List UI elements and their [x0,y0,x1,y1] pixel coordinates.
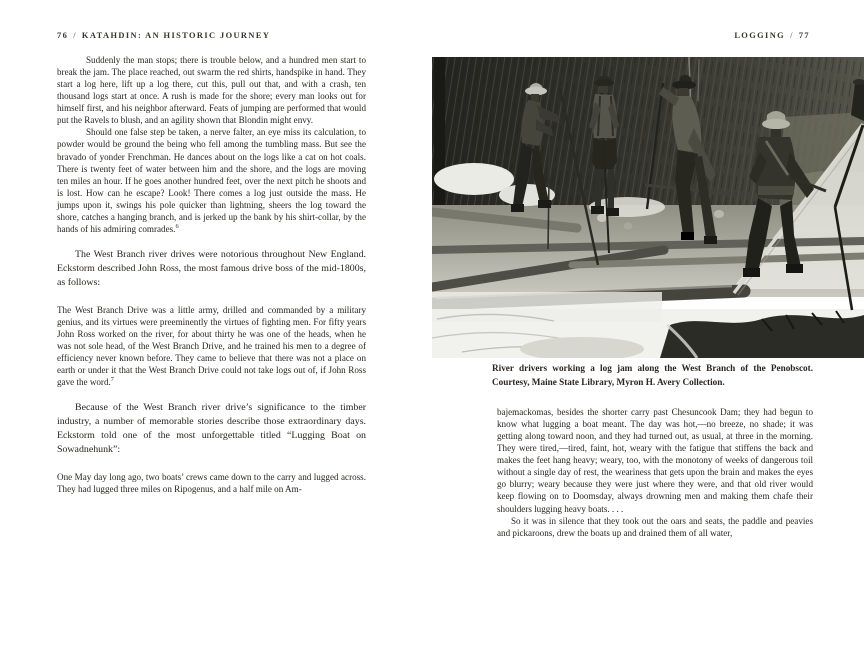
quote-1-text: Suddenly the man stops; there is trouble below, and a hundred men start to break the jam. The place reached, out swarm the red shirts, handspike in hand. They start a log here, lift up a log there, cut this, pull out that, and with a crash, ten thousand logs start at once. A rush is made for the shore; every man looks out for himself first, and his neighbor afterward. Feats of jumping are performed that would put the Ravels to blush, and an agility shown that Blondin might envy. [57,55,366,126]
left-text-column [57,54,366,496]
footnote-ref-7: 7 [110,376,114,384]
quote-continuation-paragraph-1 [497,406,813,515]
body-paragraph-1 [57,248,366,290]
footnote-ref-6: 6 [175,222,179,230]
chapter-title: LOGGING [734,31,786,40]
quote-continuation-paragraph-2 [497,515,813,539]
quote-4-text: One May day long ago, two boats’ crews came down to the carry and lugged across. They had lugged three miles on Ripogenus, and a half mile on Am- [57,472,366,495]
book-title: KATAHDIN: AN HISTORIC JOURNEY [81,31,271,40]
quote-3-text: The West Branch Drive was a little army, drilled and commanded by a military genius, and its virtues were preeminently the virtues of fighting men. For fifty years John Ross worked on the river, for about thirty he was one of the heads, when he was not sole head, of the West Branch Drive, and he trained his men to a degree of efficiency never known before. They came to believe that there was not a place on earth or under it that the West Branch Drive could not take logs out of, if John Ross gave the word. [57,304,366,388]
left-running-head [57,31,270,40]
quote-paragraph-2 [57,126,366,235]
quote-cont-2-text: So it was in silence that they took out the oars and seats, the paddle and peavies and pickaroons, drew the boats up and drained them of all water, [497,515,813,538]
right-header-separator: / [790,31,794,40]
body-2-text: Because of the West Branch river drive’s significance to the timber industry, a number of memorable stories describe those extraordinary days. Eckstorm told one of the most unforgettable titled “Lugging Boat on Sowadnehunk”: [57,402,366,456]
log-jam-photo-art [432,57,864,358]
body-1-text: The West Branch river drives were notorious throughout New England. Eckstorm described John Ross, the most famous drive boss of the mid-1800s, as follows: [57,248,366,288]
right-running-head [734,31,810,40]
quote-cont-1-text: bajemackomas, besides the shorter carry past Chesuncook Dam; they had begun to know what lugging a boat meant. The day was hot,—no breeze, no shade; it was getting along toward noon, and they had turned out, as usual, at three in the morning. They were tired,—tired, faint, hot, weary with the fatigue that stiffens the back and makes the feet hang heavy; weary, too, with the monotony of weeks of dangerous toil without a single day of rest, the weariness that gets upon the brain and makes the eyes go blurry; weary because they were just where they were, and that old river would keep flowing on to Doomsday, always drowning men and making them chafe their shoulders lugging heavy boats. . . . [497,407,813,514]
block-quote-4 [57,471,366,495]
block-quote-3 [57,304,366,388]
photo-caption: River drivers working a log jam along the West Branch of the Penobscot. Courtesy, Maine State Library, Myron H. Avery Collection. [492,363,813,387]
body-paragraph-2 [57,401,366,457]
quote-paragraph-1 [57,54,366,126]
left-header-separator: / [73,31,77,40]
left-page-number: 76 [57,31,69,40]
right-text-column [497,406,813,539]
quote-2-text: Should one false step be taken, a nerve falter, an eye miss its calculation, to powder would be ground the being who fell among the tumbling mass. But see the bravado of yonder Frenchman. He dances about on the logs like a cat on hot coals. There is twenty feet of water between him and the shore, and the logs are moving ten miles an hour. If he goes another hundred feet, over the next pitch he shoots and is lost. How can he escape? Look! There comes a log just outside the mass. He jumps upon it, swings his pole quicker than lightning, sheers the log toward the shore, catches a hanging branch, and is jerked up the bank by his shirt-collar, by the hands of his admiring comrades. [57,127,366,234]
log-jam-photo [432,57,864,358]
foreground-rapids [432,292,864,358]
right-page-number: 77 [798,31,810,40]
